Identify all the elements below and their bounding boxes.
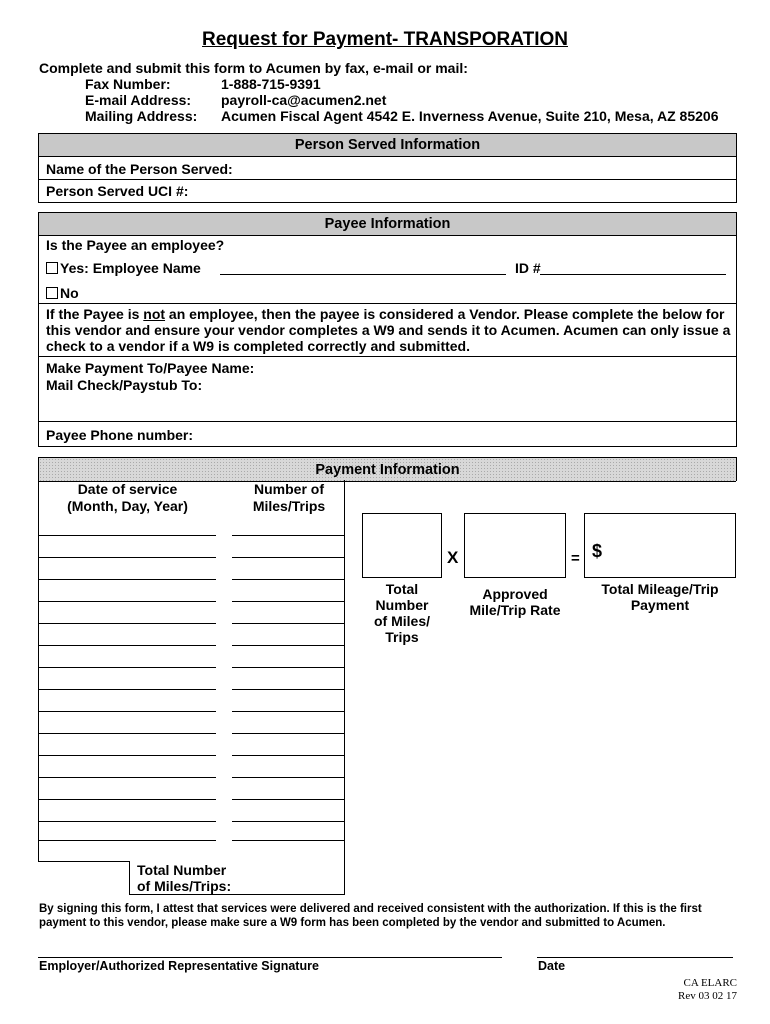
times-symbol: X xyxy=(447,548,459,567)
date-of-service-line[interactable] xyxy=(39,579,216,580)
payee-header: Payee Information xyxy=(39,213,736,236)
miles-trips-line[interactable] xyxy=(232,711,344,712)
date-of-service-line[interactable] xyxy=(39,821,216,822)
attest-line-1: By signing this form, I attest that services were delivered and received consistent with the authorization. If this is the first xyxy=(39,903,702,915)
miles-trips-line[interactable] xyxy=(232,799,344,800)
calc3-label-2: Payment xyxy=(630,597,690,613)
payee-phone-field[interactable]: Payee Phone number: xyxy=(46,427,194,443)
footer-org: CA ELARC xyxy=(683,977,737,989)
fax-value: 1-888-715-9391 xyxy=(221,76,321,92)
payment-header: Payment Information xyxy=(39,458,736,482)
calc2-label-2: Mile/Trip Rate xyxy=(469,602,561,618)
footer-revision: Rev 03 02 17 xyxy=(678,990,737,1002)
payee-section xyxy=(38,212,737,447)
total-box-left xyxy=(129,861,130,895)
person-uci-field[interactable]: Person Served UCI #: xyxy=(46,183,189,199)
page-title: Request for Payment- TRANSPORATION xyxy=(202,29,568,50)
attest-line-2: payment to this vendor, please make sure a W9 form has been completed by the vendor and submitted to Acumen. xyxy=(39,917,666,929)
miles-trips-line[interactable] xyxy=(232,733,344,734)
calc1-label-2: Number xyxy=(375,597,429,613)
yes-option[interactable] xyxy=(46,260,201,276)
vendor-note-line2: this vendor and ensure your vendor completes a W9 and sends it to Acumen. Acumen can only issue a xyxy=(46,322,731,338)
date-of-service-line[interactable] xyxy=(39,535,216,536)
yes-checkbox[interactable] xyxy=(46,262,58,274)
id-line[interactable] xyxy=(540,274,726,275)
calc3-label-1: Total Mileage/Trip xyxy=(601,581,719,597)
miles-trips-line[interactable] xyxy=(232,623,344,624)
miles-trips-line[interactable] xyxy=(232,645,344,646)
miles-header-1: Number of xyxy=(254,481,324,497)
total-miles-label-2: of Miles/Trips: xyxy=(137,878,232,894)
make-payment-field[interactable]: Make Payment To/Payee Name: xyxy=(46,360,255,376)
vendor-note-line3: check to a vendor if a W9 is completed correctly and submitted. xyxy=(46,338,470,354)
date-of-service-line[interactable] xyxy=(39,623,216,624)
table-left-border xyxy=(38,480,39,862)
signature-line[interactable] xyxy=(38,957,502,958)
person-name-field[interactable]: Name of the Person Served: xyxy=(46,161,233,177)
divider xyxy=(39,303,736,304)
mail-check-field[interactable]: Mail Check/Paystub To: xyxy=(46,377,203,393)
person-served-section xyxy=(38,133,737,203)
miles-trips-line[interactable] xyxy=(232,689,344,690)
miles-trips-line[interactable] xyxy=(232,535,344,536)
rate-box[interactable] xyxy=(464,513,566,578)
date-of-service-line[interactable] xyxy=(39,777,216,778)
divider xyxy=(39,179,736,180)
payee-question: Is the Payee an employee? xyxy=(46,237,225,253)
date-header-2: (Month, Day, Year) xyxy=(67,498,188,514)
date-header-1: Date of service xyxy=(77,481,178,497)
total-miles-box[interactable] xyxy=(362,513,442,578)
employee-name-line[interactable] xyxy=(220,274,506,275)
total-box-bottom xyxy=(129,894,345,895)
calc1-label-1: Total xyxy=(385,581,419,597)
date-of-service-line[interactable] xyxy=(39,689,216,690)
date-of-service-line[interactable] xyxy=(39,557,216,558)
mail-label: Mailing Address: xyxy=(85,108,198,124)
date-of-service-line[interactable] xyxy=(39,645,216,646)
intro-line: Complete and submit this form to Acumen by fax, e-mail or mail: xyxy=(39,60,468,76)
miles-trips-line[interactable] xyxy=(232,601,344,602)
mail-value: Acumen Fiscal Agent 4542 E. Inverness Avenue, Suite 210, Mesa, AZ 85206 xyxy=(221,108,719,124)
miles-trips-line[interactable] xyxy=(232,667,344,668)
date-of-service-line[interactable] xyxy=(39,711,216,712)
date-label: Date xyxy=(538,959,566,973)
miles-trips-line[interactable] xyxy=(232,840,344,841)
miles-trips-line[interactable] xyxy=(232,579,344,580)
date-of-service-line[interactable] xyxy=(39,733,216,734)
date-line[interactable] xyxy=(537,957,733,958)
vendor-note-line1: If the Payee is not an employee, then the payee is considered a Vendor. Please complete the below for xyxy=(46,306,725,322)
table-right-border xyxy=(344,480,345,895)
date-of-service-line[interactable] xyxy=(39,601,216,602)
calc2-label-1: Approved xyxy=(482,586,548,602)
person-served-header: Person Served Information xyxy=(39,134,736,157)
date-of-service-line[interactable] xyxy=(39,799,216,800)
email-value: payroll-ca@acumen2.net xyxy=(221,92,387,108)
date-of-service-line[interactable] xyxy=(39,840,216,841)
no-checkbox[interactable] xyxy=(46,287,58,299)
fax-label: Fax Number: xyxy=(85,76,171,92)
calc1-label-4: Trips xyxy=(385,629,419,645)
date-of-service-line[interactable] xyxy=(39,667,216,668)
miles-trips-line[interactable] xyxy=(232,821,344,822)
miles-trips-line[interactable] xyxy=(232,755,344,756)
table-bottom-left xyxy=(38,861,130,862)
payment-total-box[interactable] xyxy=(584,513,736,578)
equals-symbol: = xyxy=(571,550,580,567)
divider xyxy=(39,421,736,422)
payment-header-bar xyxy=(38,457,737,481)
miles-trips-line[interactable] xyxy=(232,557,344,558)
id-label: ID # xyxy=(515,260,541,276)
email-label: E-mail Address: xyxy=(85,92,192,108)
date-of-service-line[interactable] xyxy=(39,755,216,756)
miles-trips-line[interactable] xyxy=(232,777,344,778)
total-miles-label-1: Total Number xyxy=(137,862,227,878)
divider xyxy=(39,356,736,357)
miles-header-2: Miles/Trips xyxy=(252,498,326,514)
no-label: No xyxy=(60,285,79,301)
no-option[interactable] xyxy=(46,285,79,301)
calc1-label-3: of Miles/ xyxy=(373,613,430,629)
signature-label: Employer/Authorized Representative Signature xyxy=(39,959,319,973)
dollar-symbol: $ xyxy=(592,541,603,561)
yes-label: Yes: Employee Name xyxy=(60,260,201,276)
